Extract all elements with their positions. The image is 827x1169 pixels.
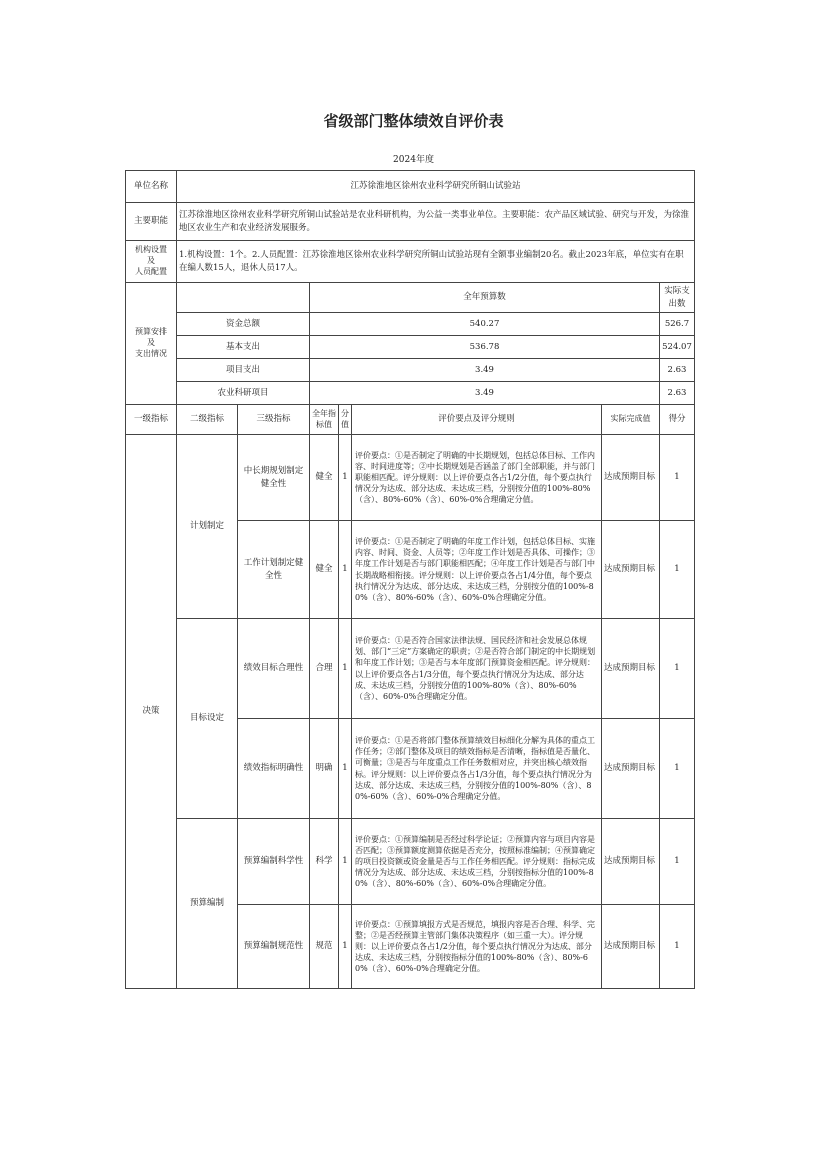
score: 1: [660, 435, 695, 521]
target-value: 合理: [310, 619, 339, 719]
score: 1: [660, 719, 695, 819]
budget-row-budget: 3.49: [310, 359, 660, 382]
budget-row-actual: 2.63: [660, 359, 695, 382]
staffing-label-line: 及: [147, 256, 155, 266]
target-value: 明确: [310, 719, 339, 819]
evaluation-rule: 评价要点：①预算填报方式是否规范，填报内容是否合理、科学、完整；②是否经预算主管部门集体决策程序（如三重一大）。评分规则：以上评价要点各占1/2分值，每个要点执行情况分为达成、部分达成、未达成三档，分别按指标分值的100%-80%（含）、80%-60%（含）、60%-0%合理确定分值。: [352, 905, 602, 989]
evaluation-rule: 评价要点：①是否制定了明确的中长期规划，包括总体目标、工作内容、时间进度等；②中长期规划是否涵盖了部门全部职能，并与部门职能相匹配。评分规则：以上评价要点各占1/2分值，每个要点执行情况分为达成、部分达成、未达成三档，分别按分值的100%-80%（含）、80%-60%（含）、60%-0%合理确定分值。: [352, 435, 602, 521]
evaluation-rule: 评价要点：①是否符合国家法律法规、国民经济和社会发展总体规划、部门“三定”方案确定的职责；②是否符合部门制定的中长期规划和年度工作计划；③是否与本年度部门预算资金相匹配。评分规则：以上评价要点各占1/3分值，每个要点执行情况分为达成、部分达成、未达成三档，分别按分值的100%-80%（含）、80%-60%（含）、60%-0%合理确定分值。: [352, 619, 602, 719]
target-value: 规范: [310, 905, 339, 989]
actual-completion: 达成预期目标: [602, 435, 660, 521]
score-value: 1: [339, 819, 352, 905]
budget-label-line: 支出情况: [135, 348, 167, 358]
actual-col-header: 实际支出数: [660, 283, 695, 313]
actual-completion: 达成预期目标: [602, 819, 660, 905]
budget-label-line: 及: [147, 338, 155, 348]
page-title: 省级部门整体绩效自评价表: [323, 112, 504, 130]
score-value: 1: [339, 521, 352, 619]
budget-label: [126, 283, 177, 405]
budget-row-actual: 526.7: [660, 313, 695, 336]
score: 1: [660, 619, 695, 719]
staffing-label-line: 人员配置: [135, 266, 167, 276]
header-target: 全年指标值: [310, 405, 339, 435]
duties-label: 主要职能: [126, 203, 177, 241]
target-value: 健全: [310, 521, 339, 619]
header-level2: 二级指标: [177, 405, 238, 435]
level2-indicator: 预算编制: [177, 819, 238, 989]
staffing-label: [126, 241, 177, 283]
budget-row-budget: 3.49: [310, 382, 660, 405]
staffing-text: 1.机构设置：1个。2.人员配置：江苏徐淮地区徐州农业科学研究所铜山试验站现有全额事业编制20名。截止2023年底，单位实有在职在编人数15人，退休人员17人。: [177, 241, 695, 283]
budget-row-actual: 524.07: [660, 336, 695, 359]
actual-completion: 达成预期目标: [602, 719, 660, 819]
score: 1: [660, 521, 695, 619]
evaluation-rule: 评价要点：①是否制定了明确的年度工作计划，包括总体目标、实施内容、时间、资金、人员等；②年度工作计划是否具体、可操作；③年度工作计划是否与部门职能相匹配；④年度工作计划是否与部门中长期战略相衔接。评分规则：以上评价要点各占1/4分值，每个要点执行情况分为达成、部分达成、未达成三档，分别按分值的100%-80%（含）、80%-60%（含）、60%-0%合理确定分值。: [352, 521, 602, 619]
budget-row-name: 农业科研项目: [177, 382, 310, 405]
score-value: 1: [339, 619, 352, 719]
level3-indicator: 工作计划制定健全性: [238, 521, 310, 619]
budget-label-line: 预算安排: [135, 327, 167, 337]
budget-row-name: 项目支出: [177, 359, 310, 382]
score: 1: [660, 905, 695, 989]
target-value: 健全: [310, 435, 339, 521]
budget-row-actual: 2.63: [660, 382, 695, 405]
duties-text: 江苏徐淮地区徐州农业科学研究所铜山试验站是农业科研机构，为公益一类事业单位。主要职能：农产品区域试验、研究与开发，为徐淮地区农业生产和农业经济发展服务。: [177, 203, 695, 241]
evaluation-table: [125, 170, 695, 989]
budget-row-budget: 540.27: [310, 313, 660, 336]
level3-indicator: 预算编制科学性: [238, 819, 310, 905]
level3-indicator: 预算编制规范性: [238, 905, 310, 989]
header-level1: 一级指标: [126, 405, 177, 435]
score-value: 1: [339, 435, 352, 521]
staffing-label-line: 机构设置: [135, 245, 167, 255]
evaluation-rule: 评价要点：①是否将部门整体预算绩效目标细化分解为具体的重点工作任务；②部门整体及项目的绩效指标是否清晰，指标值是否量化、可衡量；③是否与年度重点工作任务数相对应，并突出核心绩效指标。评分规则：以上评价要点各占1/3分值，每个要点执行情况分为达成、部分达成、未达成三档，分别按分值的100%-80%（含）、80%-60%（含）、60%-0%合理确定分值。: [352, 719, 602, 819]
unit-name: 江苏徐淮地区徐州农业科学研究所铜山试验站: [177, 171, 695, 203]
budget-col-header: 全年预算数: [310, 283, 660, 313]
header-score: 得分: [660, 405, 695, 435]
header-level3: 三级指标: [238, 405, 310, 435]
level3-indicator: 中长期规划制定健全性: [238, 435, 310, 521]
level3-indicator: 绩效目标合理性: [238, 619, 310, 719]
score-value: 1: [339, 905, 352, 989]
unit-label: 单位名称: [126, 171, 177, 203]
score: 1: [660, 819, 695, 905]
header-rules: 评价要点及评分规则: [352, 405, 602, 435]
level2-indicator: 目标设定: [177, 619, 238, 819]
actual-completion: 达成预期目标: [602, 521, 660, 619]
level3-indicator: 绩效指标明确性: [238, 719, 310, 819]
target-value: 科学: [310, 819, 339, 905]
budget-blank-header: [177, 283, 310, 313]
evaluation-rule: 评价要点：①预算编制是否经过科学论证；②预算内容与项目内容是否匹配；③预算额度测算依据是否充分，按照标准编制；④预算确定的项目投资额或资金量是否与工作任务相匹配。评分规则：指标完成情况分为达成、部分达成、未达成三档，分别按指标分值的100%-80%（含）、80%-60%（含）、60%-0%合理确定分值。: [352, 819, 602, 905]
level1-indicator: 决策: [126, 435, 177, 989]
level2-indicator: 计划制定: [177, 435, 238, 619]
actual-completion: 达成预期目标: [602, 619, 660, 719]
budget-row-budget: 536.78: [310, 336, 660, 359]
header-actual: 实际完成值: [602, 405, 660, 435]
actual-completion: 达成预期目标: [602, 905, 660, 989]
budget-row-name: 基本支出: [177, 336, 310, 359]
report-year: 2024年度: [393, 155, 434, 165]
budget-row-name: 资金总额: [177, 313, 310, 336]
header-score-value: 分值: [339, 405, 352, 435]
score-value: 1: [339, 719, 352, 819]
